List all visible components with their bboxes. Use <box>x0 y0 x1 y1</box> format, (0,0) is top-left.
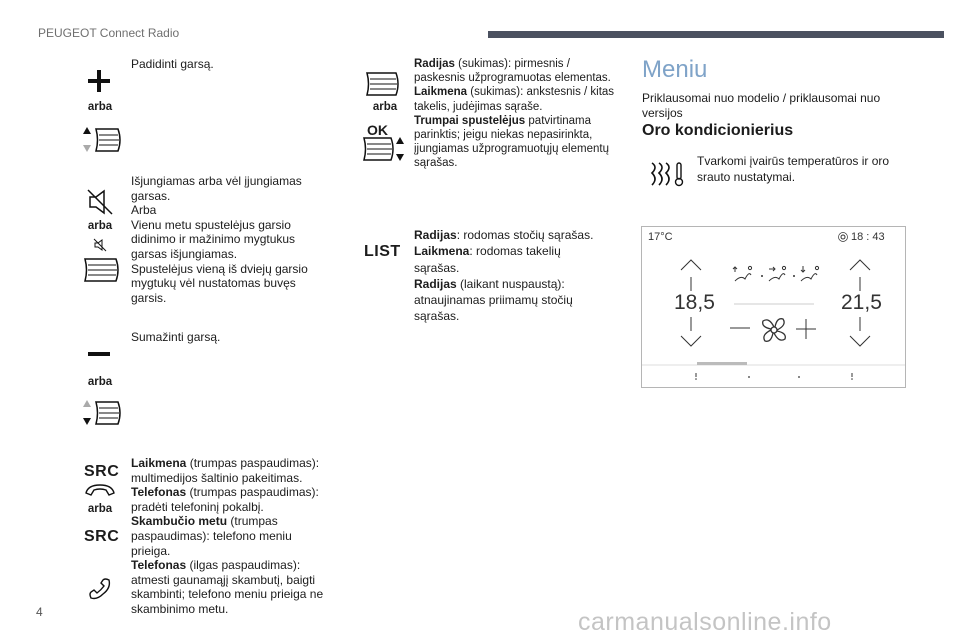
arba-label: arba <box>87 101 113 113</box>
climate-icon <box>650 161 686 187</box>
wheel-down-icon <box>80 399 122 427</box>
right-temp-up-button[interactable] <box>849 259 871 271</box>
left-temp-up-button[interactable] <box>680 259 702 271</box>
src-label: SRC <box>84 528 120 545</box>
arba-label: arba <box>372 101 398 113</box>
vol-down-text: Sumažinti garsą. <box>131 330 221 344</box>
arba-label: arba <box>87 220 113 232</box>
arba-label: arba <box>87 503 113 515</box>
right-temp[interactable]: 21,5 <box>841 291 882 314</box>
left-divider <box>690 277 692 291</box>
menu-note: Priklausomai nuo modelio / priklausomai nuo versijos <box>642 91 881 120</box>
arba-label: arba <box>87 376 113 388</box>
watermark: carmanualsonline.info <box>578 608 832 636</box>
right-temp-down-button[interactable] <box>849 335 871 347</box>
header-title: PEUGEOT Connect Radio <box>38 26 180 40</box>
mute-icon <box>86 188 114 216</box>
list-text: Radijas: rodomas stočių sąrašas. Laikmena: rodomas takelių sąrašas. Radijas (laikant nuspaustą): atnaujinamas priimamų stočių sąrašas. <box>414 228 594 324</box>
bottom-bar <box>642 357 905 387</box>
ok-label: OK <box>367 122 388 138</box>
outside-temp: 17°C <box>648 231 673 243</box>
vol-up-text: Padidinti garsą. <box>131 57 214 71</box>
page-number: 4 <box>36 605 43 619</box>
menu-title: Meniu <box>642 56 708 83</box>
ac-desc: Tvarkomi įvairūs temperatūros ir oro srauto nustatymai. <box>697 154 890 184</box>
air-distribution-icons[interactable] <box>731 265 823 285</box>
src-text: Laikmena (trumpas paspaudimas): multimedijos šaltinio pakeitimas. Telefonas (trumpas paspaudimas): pradėti telefoninį pokalbį. Skambučio metu (trumpas paspaudimas): telefono meniu prieiga. Telefonas (ilgas paspaudimas): atmesti gaunamąjį skambutį, baigti skambinti; telefono meniu prieiga ne skambinimo metu. <box>131 456 324 616</box>
left-temp[interactable]: 18,5 <box>674 291 715 314</box>
left-temp-down-button[interactable] <box>680 335 702 347</box>
wheel-icon <box>364 70 400 98</box>
separator <box>734 303 814 305</box>
fan-minus-button[interactable] <box>730 327 750 329</box>
mute-text: Išjungiamas arba vėl įjungiamas garsas. Arba Vienu metu spustelėjus garsio didinimo ir mažinimo mygtukus garsas išjungiamas. Spustelėjus vieną iš dviejų garsio mygtukų vėl nustatomas buvęs garsis. <box>131 174 308 305</box>
clock: 18 : 43 <box>851 231 885 243</box>
phone-icon <box>84 483 116 497</box>
right-divider <box>859 317 861 331</box>
wheel-up-icon <box>80 126 122 154</box>
minus-icon <box>88 351 110 357</box>
wheel-icon <box>80 256 122 284</box>
wheel-ok-icon <box>362 136 404 162</box>
list-label: LIST <box>364 243 401 260</box>
header-bar <box>488 31 944 38</box>
ac-title: Oro kondicionierius <box>642 122 794 139</box>
sun-icon <box>838 232 848 242</box>
fan-plus-button[interactable] <box>796 319 816 339</box>
mute-small-icon <box>93 238 107 252</box>
right-divider <box>859 277 861 291</box>
plus-icon <box>88 70 110 92</box>
ok-text: Radijas (sukimas): pirmesnis / paskesnis užprogramuotas elementas. Laikmena (sukimas): ankstesnis / kitas takelis, judėjimas sąraše. Trumpai spustelėjus patvirtinama parinktis; jeigu niekas nepasirinkta, įjungiamas užprogramuotųjų elementų sąrašas. <box>414 58 615 170</box>
climate-screen <box>641 226 906 388</box>
fan-icon <box>759 315 789 345</box>
src-label: SRC <box>84 463 120 480</box>
left-divider <box>690 317 692 331</box>
handset-icon <box>87 576 113 602</box>
